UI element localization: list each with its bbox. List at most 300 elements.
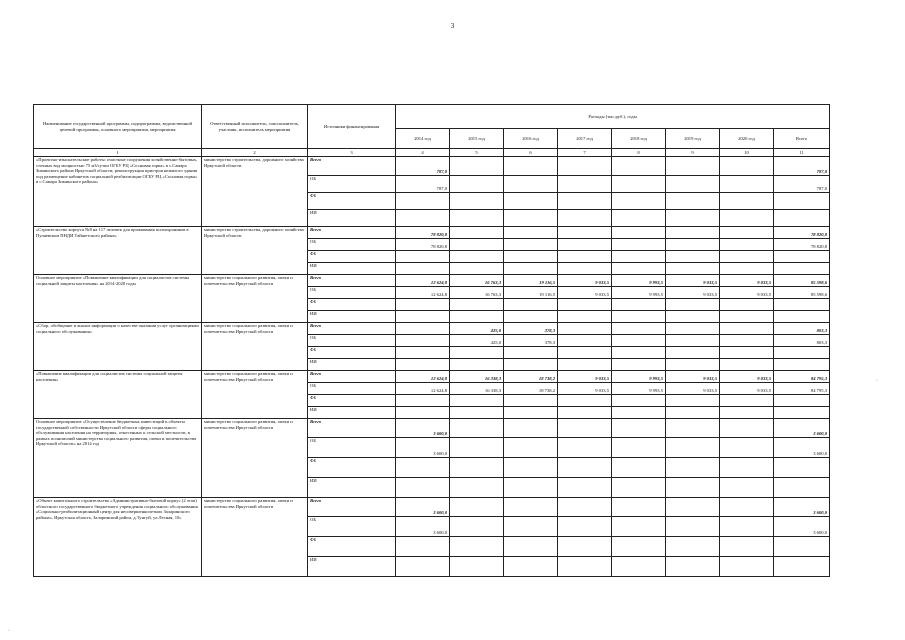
year-value-cell: 9 033,5 (720, 275, 774, 287)
table-row (34, 227, 830, 239)
year-value-cell (396, 359, 450, 371)
total-cell: 787,0 (774, 176, 830, 193)
year-value-cell (450, 210, 504, 227)
year-value-cell (720, 193, 774, 210)
year-value-cell: 18 738,2 (504, 371, 558, 383)
funding-source: ФБ (308, 458, 396, 478)
year-value-cell (450, 347, 504, 359)
year-value-cell: 12 624,8 (396, 275, 450, 287)
funding-source: Всего (308, 275, 396, 287)
total-cell (774, 407, 830, 419)
year-value-cell (396, 263, 450, 275)
year-value-cell (450, 517, 504, 537)
funding-source: Всего (308, 157, 396, 176)
year-value-cell (720, 311, 774, 323)
year-value-cell (504, 157, 558, 176)
year-value-cell: 19 116,5 (504, 275, 558, 287)
year-value-cell (558, 335, 612, 347)
year-value-cell: 9 033,5 (558, 287, 612, 299)
year-value-cell (504, 537, 558, 557)
year-value-cell (720, 335, 774, 347)
year-value-cell (450, 407, 504, 419)
year-value-cell: 16 338,3 (450, 371, 504, 383)
year-value-cell (504, 210, 558, 227)
year-value-cell: 78 820,8 (396, 239, 450, 251)
year-value-cell (504, 347, 558, 359)
year-value-cell (396, 335, 450, 347)
year-value-cell (558, 347, 612, 359)
measure-name: «Объект капитального строительства «Административно-бытовой корпус (2 этап) областного государственного бюджетного учреждения социального обслуживания «Социально-реабилитационный центр для несовершеннолетних Заларинского района», Иркутская область, Заларинский район, д.Тунгуй, ул.Лесная, 10» (34, 498, 202, 577)
total-cell: 3 600,0 (774, 419, 830, 438)
measure-executor: министерство социального развития, опеки и попечительства Иркутской области (202, 498, 308, 577)
year-value-cell (558, 419, 612, 438)
year-value-cell (720, 438, 774, 458)
year-value-cell (558, 263, 612, 275)
year-value-cell (558, 537, 612, 557)
year-value-cell (450, 311, 504, 323)
year-value-cell (720, 299, 774, 311)
year-value-cell: 78 820,8 (396, 227, 450, 239)
year-value-cell (612, 395, 666, 407)
year-value-cell: 9 033,5 (558, 371, 612, 383)
table-row (34, 275, 830, 287)
year-value-cell (450, 537, 504, 557)
header-year: 2020 год (720, 129, 774, 149)
year-value-cell (612, 210, 666, 227)
total-cell (774, 251, 830, 263)
year-value-cell (504, 299, 558, 311)
year-value-cell (666, 395, 720, 407)
year-value-cell (450, 193, 504, 210)
header-year: 2017 год (558, 129, 612, 149)
total-cell (774, 557, 830, 577)
year-value-cell: 18 738,2 (504, 383, 558, 395)
year-value-cell: 9 033,5 (666, 371, 720, 383)
scan-mark: · (8, 628, 10, 634)
funding-source: ФБ (308, 299, 396, 311)
year-value-cell: 12 624,8 (396, 371, 450, 383)
year-value-cell (666, 407, 720, 419)
year-value-cell (720, 419, 774, 438)
column-number: 6 (504, 149, 558, 157)
year-value-cell (720, 347, 774, 359)
total-cell (774, 299, 830, 311)
year-value-cell: 3 600,0 (396, 438, 450, 458)
year-value-cell (666, 458, 720, 478)
year-value-cell (504, 311, 558, 323)
funding-source: ОБ (308, 176, 396, 193)
total-cell (774, 263, 830, 275)
year-value-cell (612, 498, 666, 517)
year-value-cell (720, 517, 774, 537)
funding-source: ИИ (308, 557, 396, 577)
year-value-cell (666, 335, 720, 347)
year-value-cell (558, 227, 612, 239)
year-value-cell (450, 239, 504, 251)
year-value-cell: 425,0 (450, 323, 504, 335)
year-value-cell (396, 537, 450, 557)
column-number: 4 (396, 149, 450, 157)
year-value-cell (558, 239, 612, 251)
year-value-cell (720, 176, 774, 193)
year-value-cell (450, 478, 504, 498)
year-value-cell (504, 557, 558, 577)
year-value-cell (558, 359, 612, 371)
total-cell: 3 600,0 (774, 438, 830, 458)
year-value-cell (450, 458, 504, 478)
column-number: 7 (558, 149, 612, 157)
year-value-cell (504, 251, 558, 263)
total-cell: 84 795,3 (774, 371, 830, 383)
total-cell (774, 458, 830, 478)
year-value-cell (666, 299, 720, 311)
year-value-cell: 12 624,8 (396, 383, 450, 395)
funding-source: Всего (308, 371, 396, 383)
year-value-cell (450, 438, 504, 458)
year-value-cell (450, 251, 504, 263)
measure-name: «Сбор, обобщение и анализ информации о качестве оказания услуг организациями социального обслуживания» (34, 323, 202, 371)
year-value-cell (450, 299, 504, 311)
year-value-cell: 9 033,5 (720, 287, 774, 299)
year-value-cell (666, 193, 720, 210)
year-value-cell: 3 600,0 (396, 498, 450, 517)
total-cell (774, 193, 830, 210)
year-value-cell: 9 033,5 (666, 287, 720, 299)
year-value-cell (666, 157, 720, 176)
total-cell: 85 598,6 (774, 287, 830, 299)
year-value-cell: 9 993,5 (612, 275, 666, 287)
year-value-cell (720, 557, 774, 577)
year-value-cell (450, 419, 504, 438)
funding-source: ФБ (308, 347, 396, 359)
year-value-cell (504, 239, 558, 251)
year-value-cell (558, 176, 612, 193)
total-cell: 803,3 (774, 323, 830, 335)
funding-source: ОБ (308, 517, 396, 537)
year-value-cell (666, 359, 720, 371)
year-value-cell (504, 517, 558, 537)
page-number: 3 (450, 22, 455, 30)
table-row (34, 157, 830, 176)
column-number: 5 (450, 149, 504, 157)
year-value-cell: 3 600,0 (396, 419, 450, 438)
year-value-cell (396, 395, 450, 407)
total-cell (774, 395, 830, 407)
year-value-cell (612, 176, 666, 193)
year-value-cell (612, 438, 666, 458)
year-value-cell (558, 395, 612, 407)
year-value-cell (558, 299, 612, 311)
year-value-cell (558, 557, 612, 577)
funding-source: ФБ (308, 395, 396, 407)
year-value-cell (504, 419, 558, 438)
year-value-cell (666, 438, 720, 458)
funding-source: ОБ (308, 335, 396, 347)
year-value-cell (666, 210, 720, 227)
year-value-cell (666, 419, 720, 438)
column-number: 10 (720, 149, 774, 157)
year-value-cell (504, 498, 558, 517)
year-value-cell (720, 359, 774, 371)
year-value-cell (504, 478, 558, 498)
year-value-cell (612, 478, 666, 498)
year-value-cell (450, 395, 504, 407)
year-value-cell (612, 227, 666, 239)
funding-source: ОБ (308, 383, 396, 395)
year-value-cell (720, 239, 774, 251)
measure-executor: министерство строительства, дорожного хозяйства Иркутской области (202, 157, 308, 227)
year-value-cell (504, 176, 558, 193)
total-cell: 3 600,0 (774, 517, 830, 537)
year-value-cell (720, 323, 774, 335)
funding-source: ИИ (308, 210, 396, 227)
expenses-table (33, 104, 830, 577)
year-value-cell: 787,0 (396, 157, 450, 176)
header-total: Всего (774, 129, 830, 149)
year-value-cell (612, 557, 666, 577)
year-value-cell (720, 395, 774, 407)
year-value-cell (558, 323, 612, 335)
year-value-cell (558, 438, 612, 458)
funding-source: ФБ (308, 193, 396, 210)
year-value-cell (558, 157, 612, 176)
measure-executor: министерство социального развития, опеки и попечительства Иркутской области (202, 371, 308, 419)
year-value-cell (612, 517, 666, 537)
year-value-cell (666, 176, 720, 193)
year-value-cell (666, 239, 720, 251)
year-value-cell: 9 993,5 (612, 287, 666, 299)
funding-source: Всего (308, 498, 396, 517)
year-value-cell (396, 478, 450, 498)
scan-mark: · (876, 378, 878, 384)
year-value-cell: 9 033,5 (666, 275, 720, 287)
header-executor: Ответственный исполнитель, соисполнитель, участник, исполнитель мероприятия (202, 105, 308, 149)
year-value-cell: 12 624,8 (396, 287, 450, 299)
measure-executor: министерство строительства, дорожного хозяйства Иркутской области (202, 227, 308, 275)
funding-source: ОБ (308, 438, 396, 458)
column-number: 2 (202, 149, 308, 157)
year-value-cell (720, 407, 774, 419)
year-value-cell (450, 176, 504, 193)
year-value-cell (666, 557, 720, 577)
year-value-cell (720, 498, 774, 517)
funding-source: Всего (308, 419, 396, 438)
year-value-cell (558, 458, 612, 478)
year-value-cell (450, 359, 504, 371)
year-value-cell (504, 407, 558, 419)
year-value-cell (558, 517, 612, 537)
year-value-cell (612, 311, 666, 323)
measure-name: «Повышение квалификации для социалистов системы социальной защиты населения» (34, 371, 202, 419)
year-value-cell (396, 557, 450, 577)
year-value-cell (666, 537, 720, 557)
year-value-cell (612, 458, 666, 478)
measure-executor: министерство социального развития, опеки и попечительства Иркутской области (202, 323, 308, 371)
year-value-cell (720, 263, 774, 275)
year-value-cell (612, 193, 666, 210)
funding-source: ИИ (308, 407, 396, 419)
year-value-cell (450, 557, 504, 577)
year-value-cell (450, 157, 504, 176)
total-cell: 85 598,6 (774, 275, 830, 287)
year-value-cell: 9 993,5 (612, 371, 666, 383)
year-value-cell (612, 323, 666, 335)
funding-source: ИИ (308, 359, 396, 371)
year-value-cell (666, 323, 720, 335)
year-value-cell (396, 347, 450, 359)
header-year: 2014 год (396, 129, 450, 149)
funding-source: ОБ (308, 287, 396, 299)
measure-name: «Строительство корпуса №8 на 117 человек для проживания психохроников в Пуляевском ПНДИ Тайшетского района» (34, 227, 202, 275)
year-value-cell: 9 993,5 (612, 383, 666, 395)
header-year: 2015 год (450, 129, 504, 149)
year-value-cell (612, 239, 666, 251)
year-value-cell (720, 210, 774, 227)
total-cell (774, 347, 830, 359)
total-cell (774, 537, 830, 557)
year-value-cell (558, 498, 612, 517)
column-number: 9 (666, 149, 720, 157)
funding-source: ИИ (308, 478, 396, 498)
year-value-cell: 9 033,5 (666, 383, 720, 395)
measure-executor: министерство социального развития, опеки и попечительства Иркутской области (202, 275, 308, 323)
year-value-cell: 9 033,5 (720, 383, 774, 395)
measure-name: «Проектно-изыскательские работы: очистные сооружения хозяйственно-бытовых, сточных вод мощностью 75 м3/сутки ОГБУ РЦ «Сосновая горка» в с.Самара Зиминского района Иркутской области; реконструкция пристроя нежилого здания под размещение кабинетов социальной реабилитации ОГБУ РЦ «Сосновая горка» в с.Самара Зиминского района» (34, 157, 202, 227)
year-value-cell (396, 407, 450, 419)
total-cell (774, 478, 830, 498)
header-year: 2018 год (612, 129, 666, 149)
year-value-cell (396, 251, 450, 263)
header-name: Наименование государственной программы, подпрограммы, ведомственной целевой программы, основного мероприятия, мероприятия (34, 105, 202, 149)
year-value-cell (504, 395, 558, 407)
year-value-cell (450, 498, 504, 517)
year-value-cell: 787,0 (396, 176, 450, 193)
funding-source: Всего (308, 227, 396, 239)
year-value-cell (666, 227, 720, 239)
year-value-cell (612, 419, 666, 438)
year-value-cell: 16 338,3 (450, 383, 504, 395)
year-value-cell (666, 311, 720, 323)
year-value-cell (720, 227, 774, 239)
year-value-cell (612, 263, 666, 275)
measure-name: Основное мероприятие «Повышение квалификации для социалистов системы социальной защиты населения» на 2014-2020 годы (34, 275, 202, 323)
year-value-cell (612, 157, 666, 176)
funding-source: ОБ (308, 239, 396, 251)
table-row (34, 323, 830, 335)
year-value-cell (612, 537, 666, 557)
year-value-cell (396, 210, 450, 227)
total-cell (774, 210, 830, 227)
year-value-cell (666, 478, 720, 498)
total-cell: 803,3 (774, 335, 830, 347)
year-value-cell (720, 537, 774, 557)
total-cell (774, 359, 830, 371)
year-value-cell (666, 517, 720, 537)
year-value-cell (504, 193, 558, 210)
total-cell: 78 820,8 (774, 227, 830, 239)
year-value-cell (666, 251, 720, 263)
year-value-cell (720, 157, 774, 176)
year-value-cell: 16 763,3 (450, 275, 504, 287)
column-number: 11 (774, 149, 830, 157)
year-value-cell (720, 478, 774, 498)
year-value-cell (558, 311, 612, 323)
year-value-cell: 19 116,5 (504, 287, 558, 299)
year-value-cell: 378,3 (504, 335, 558, 347)
year-value-cell (504, 359, 558, 371)
funding-source: ИИ (308, 311, 396, 323)
year-value-cell (558, 193, 612, 210)
column-number: 8 (612, 149, 666, 157)
total-cell: 84 795,3 (774, 383, 830, 395)
year-value-cell (396, 299, 450, 311)
column-number: 1 (34, 149, 202, 157)
year-value-cell (666, 263, 720, 275)
year-value-cell: 9 033,5 (558, 383, 612, 395)
year-value-cell (612, 251, 666, 263)
year-value-cell (558, 251, 612, 263)
year-value-cell (612, 359, 666, 371)
year-value-cell (396, 193, 450, 210)
year-value-cell (396, 311, 450, 323)
year-value-cell: 9 033,5 (720, 371, 774, 383)
column-number: 3 (308, 149, 396, 157)
year-value-cell (666, 498, 720, 517)
year-value-cell: 3 600,0 (396, 517, 450, 537)
measure-name: Основное мероприятие «Осуществление бюджетных инвестиций в объекты государственной собственности Иркутской области сферы социального обслуживания населения на территориях, отнесенных к сельской местности, в рамках полномочий министерства социального развития, опеки и попечительства Иркутской области» на 2014 год (34, 419, 202, 498)
year-value-cell (558, 407, 612, 419)
table-row (34, 419, 830, 438)
year-value-cell (450, 263, 504, 275)
header-expenses: Расходы (тыс.руб.), годы (396, 105, 830, 129)
year-value-cell (504, 458, 558, 478)
year-value-cell: 9 033,5 (558, 275, 612, 287)
year-value-cell (720, 251, 774, 263)
total-cell: 78 820,8 (774, 239, 830, 251)
header-year: 2019 год (666, 129, 720, 149)
funding-source: ФБ (308, 537, 396, 557)
funding-source: ФБ (308, 251, 396, 263)
funding-source: Всего (308, 323, 396, 335)
year-value-cell (504, 227, 558, 239)
total-cell: 3 600,0 (774, 498, 830, 517)
total-cell (774, 311, 830, 323)
measure-executor: министерство социального развития, опеки и попечительства Иркутской области (202, 419, 308, 498)
year-value-cell (396, 323, 450, 335)
funding-source: ИИ (308, 263, 396, 275)
year-value-cell (720, 458, 774, 478)
table-row (34, 371, 830, 383)
year-value-cell (504, 438, 558, 458)
year-value-cell (396, 458, 450, 478)
year-value-cell (612, 407, 666, 419)
header-source: Источники финансирования (308, 105, 396, 149)
total-cell: 787,0 (774, 157, 830, 176)
table-row (34, 498, 830, 517)
year-value-cell (612, 299, 666, 311)
year-value-cell: 378,3 (504, 323, 558, 335)
year-value-cell (612, 335, 666, 347)
year-value-cell (504, 263, 558, 275)
year-value-cell: 425,0 (450, 335, 504, 347)
header-year: 2016 год (504, 129, 558, 149)
year-value-cell (558, 210, 612, 227)
year-value-cell: 16 763,3 (450, 287, 504, 299)
year-value-cell (450, 227, 504, 239)
year-value-cell (666, 347, 720, 359)
year-value-cell (558, 478, 612, 498)
year-value-cell (612, 347, 666, 359)
